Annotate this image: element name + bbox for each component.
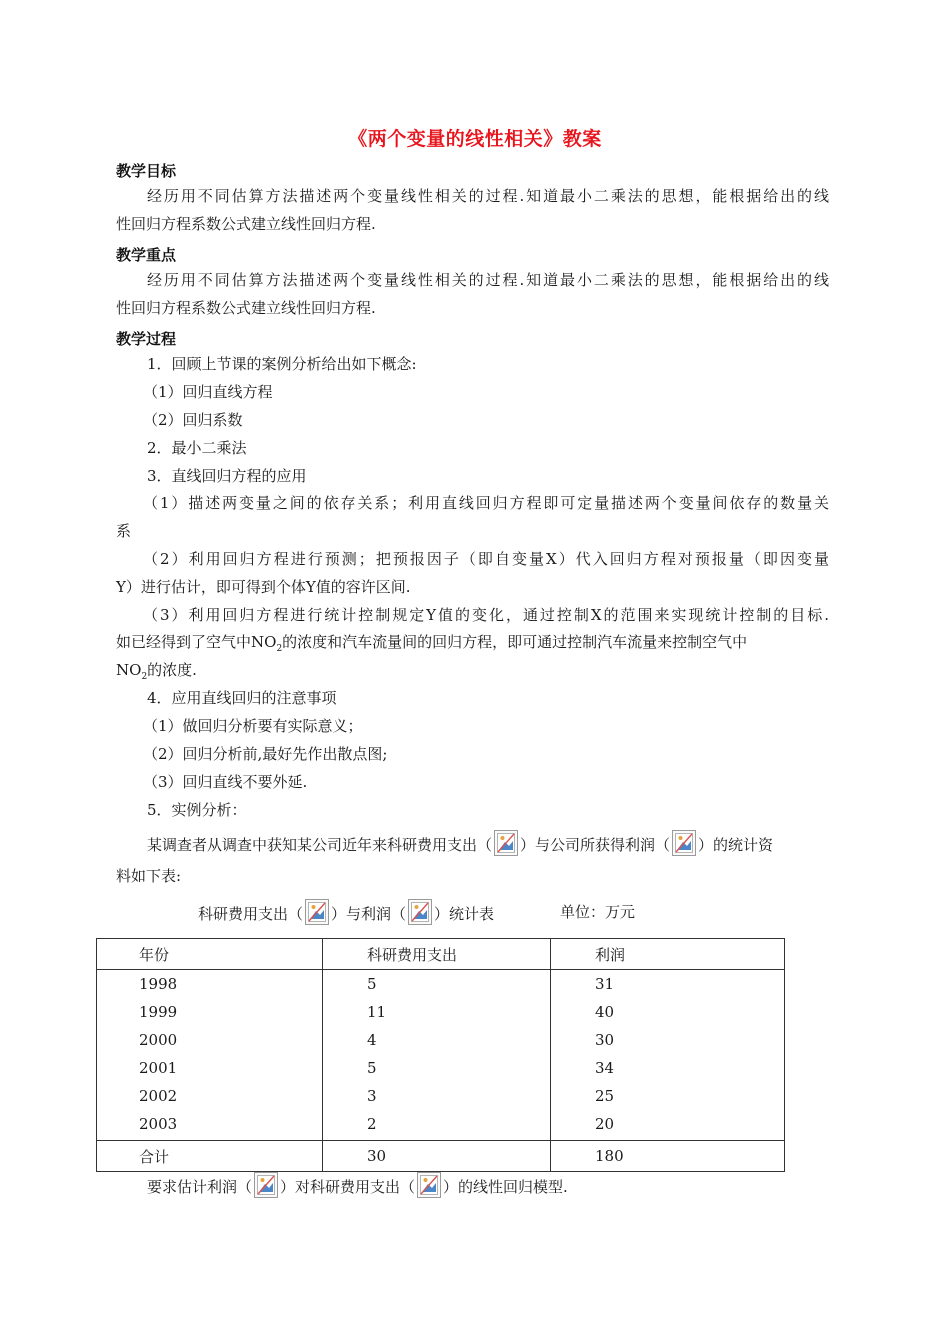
heading-process: 教学过程 bbox=[116, 330, 177, 348]
cell-year: 1999 bbox=[97, 998, 323, 1026]
process-item-3-1-b: 系 bbox=[116, 522, 132, 540]
cell-total-profit: 180 bbox=[551, 1141, 785, 1172]
broken-image-icon bbox=[672, 830, 696, 856]
process-item-3-3-a: （3）利用回归方程进行统计控制规定Y值的变化，通过控制X的范围来实现统计控制的目标. bbox=[143, 606, 829, 624]
table-row bbox=[97, 970, 785, 999]
table-row bbox=[97, 1082, 785, 1110]
table-row bbox=[97, 998, 785, 1026]
process-item-1-1: （1）回归直线方程 bbox=[143, 383, 273, 401]
cell-total-label: 合计 bbox=[97, 1141, 323, 1172]
heading-objective: 教学目标 bbox=[116, 162, 177, 180]
key-points-line-2: 性回归方程系数公式建立线性回归方程. bbox=[116, 299, 376, 317]
table-header-row bbox=[97, 939, 785, 970]
broken-image-icon bbox=[494, 830, 518, 856]
process-item-1-2: （2）回归系数 bbox=[143, 411, 243, 429]
objective-line-1: 经历用不同估算方法描述两个变量线性相关的过程.知道最小二乘法的思想，能根据给出的线 bbox=[147, 187, 829, 205]
process-item-3: 3．直线回归方程的应用 bbox=[147, 467, 307, 485]
cell-total-expense: 30 bbox=[323, 1141, 551, 1172]
table-total-row bbox=[97, 1141, 785, 1172]
process-item-3-3-b: 如已经得到了空气中$NO_2$的浓度和汽车流量间的回归方程，即可通过控制汽车流量来控制空气中 bbox=[116, 633, 748, 654]
document-title: 《两个变量的线性相关》教案 bbox=[348, 128, 602, 150]
header-research-expense: 科研费用支出 bbox=[323, 939, 551, 970]
process-item-5: 5．实例分析： bbox=[147, 801, 247, 819]
header-year: 年份 bbox=[97, 939, 323, 970]
table-unit: 单位：万元 bbox=[560, 903, 636, 921]
process-item-3-1-a: （1）描述两变量之间的依存关系；利用直线回归方程即可定量描述两个变量间依存的数量关 bbox=[143, 494, 829, 512]
process-item-1: 1．回顾上节课的案例分析给出如下概念: bbox=[147, 355, 417, 373]
process-item-4-3: （3）回归直线不要外延. bbox=[143, 773, 308, 791]
cell-profit: 34 bbox=[551, 1054, 785, 1082]
heading-key-points: 教学重点 bbox=[116, 246, 177, 264]
statistics-table bbox=[96, 938, 785, 1172]
example-closing: 要求估计利润（ ）对科研费用支出（ ）的线性回归模型. bbox=[147, 1175, 568, 1201]
broken-image-icon bbox=[417, 1172, 441, 1198]
cell-profit: 25 bbox=[551, 1082, 785, 1110]
broken-image-icon bbox=[305, 899, 329, 925]
broken-image-icon bbox=[408, 899, 432, 925]
cell-year: 2000 bbox=[97, 1026, 323, 1054]
objective-line-2: 性回归方程系数公式建立线性回归方程. bbox=[116, 215, 376, 233]
broken-image-icon bbox=[254, 1172, 278, 1198]
key-points-line-1: 经历用不同估算方法描述两个变量线性相关的过程.知道最小二乘法的思想，能根据给出的线 bbox=[147, 271, 829, 289]
cell-expense: 11 bbox=[323, 998, 551, 1026]
cell-year: 2003 bbox=[97, 1110, 323, 1141]
process-item-4-2: （2）回归分析前,最好先作出散点图; bbox=[143, 745, 388, 763]
process-item-4: 4．应用直线回归的注意事项 bbox=[147, 689, 337, 707]
example-intro-continued: 料如下表: bbox=[116, 867, 182, 885]
cell-year: 2002 bbox=[97, 1082, 323, 1110]
cell-expense: 5 bbox=[323, 970, 551, 999]
table-row bbox=[97, 1026, 785, 1054]
cell-profit: 30 bbox=[551, 1026, 785, 1054]
header-profit: 利润 bbox=[551, 939, 785, 970]
process-item-3-2-b: Y）进行估计，即可得到个体Y值的容许区间. bbox=[116, 578, 411, 596]
table-caption: 科研费用支出（ ）与利润（ ）统计表 bbox=[198, 902, 494, 928]
cell-profit: 40 bbox=[551, 998, 785, 1026]
cell-expense: 3 bbox=[323, 1082, 551, 1110]
cell-expense: 4 bbox=[323, 1026, 551, 1054]
process-item-2: 2．最小二乘法 bbox=[147, 439, 247, 457]
cell-profit: 20 bbox=[551, 1110, 785, 1141]
table-row bbox=[97, 1054, 785, 1082]
table-row bbox=[97, 1110, 785, 1141]
cell-profit: 31 bbox=[551, 970, 785, 999]
cell-year: 2001 bbox=[97, 1054, 323, 1082]
example-intro: 某调查者从调查中获知某公司近年来科研费用支出（ ）与公司所获得利润（ ）的统计资 bbox=[147, 833, 773, 859]
cell-expense: 5 bbox=[323, 1054, 551, 1082]
cell-expense: 2 bbox=[323, 1110, 551, 1141]
process-item-4-1: （1）做回归分析要有实际意义； bbox=[143, 717, 363, 735]
process-item-3-3-c: $NO_2$的浓度. bbox=[116, 661, 197, 682]
cell-year: 1998 bbox=[97, 970, 323, 999]
process-item-3-2-a: （2）利用回归方程进行预测；把预报因子（即自变量X）代入回归方程对预报量（即因变量 bbox=[143, 550, 829, 568]
